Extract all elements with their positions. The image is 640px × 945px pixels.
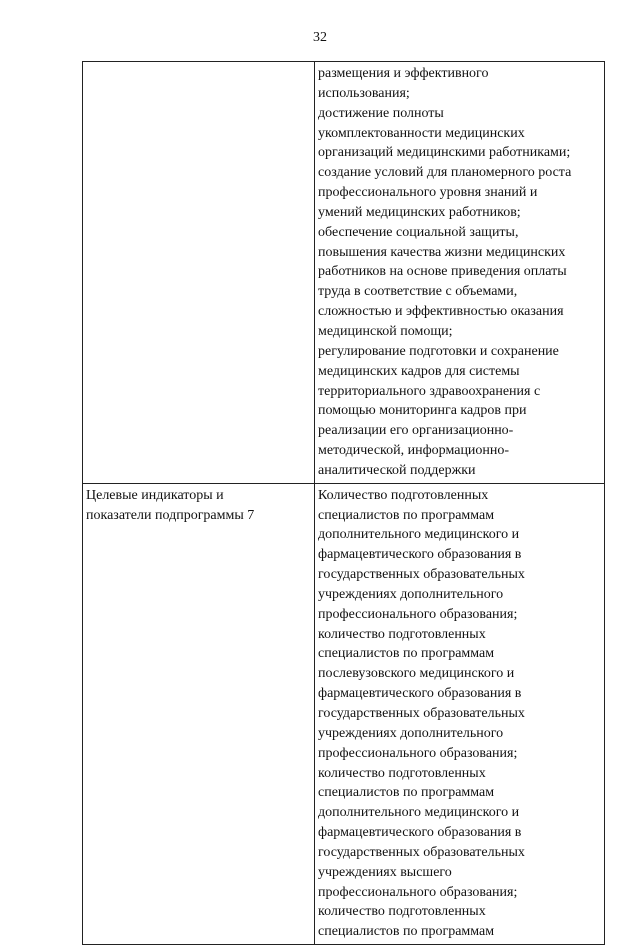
text-line: Количество подготовленных	[318, 487, 489, 503]
text-line: количество подготовленных	[318, 626, 486, 642]
text-line: профессионального образования;	[318, 745, 518, 761]
text-line: профессионального образования;	[318, 884, 518, 900]
text-line: медицинских кадров для системы	[318, 363, 520, 379]
text-line: учреждениях дополнительного	[318, 725, 504, 741]
text-line: труда в соответствие с объемами,	[318, 284, 518, 300]
text-line: государственных образовательных	[318, 844, 525, 860]
text-line: дополнительного медицинского и	[318, 527, 520, 543]
table-row	[83, 483, 605, 944]
text-line: помощью мониторинга кадров при	[318, 403, 527, 419]
label-cell	[83, 62, 315, 484]
text-line: работников на основе приведения оплаты	[318, 264, 567, 280]
text-line: умений медицинских работников;	[318, 204, 521, 220]
label-cell	[83, 483, 315, 944]
text-line: методической, информационно-	[318, 443, 510, 459]
text-line: государственных образовательных	[318, 706, 525, 721]
text-line: профессионального образования;	[318, 606, 518, 622]
text-line: использования;	[318, 85, 410, 101]
program-table	[82, 61, 605, 945]
text-line: профессионального уровня знаний и	[318, 185, 538, 201]
text-line: учреждениях дополнительного	[318, 586, 504, 602]
text-line: фармацевтического образования в	[318, 825, 522, 841]
text-line: территориального здравоохранения с	[318, 383, 541, 399]
text-line: обеспечение социальной защиты,	[318, 224, 519, 240]
text-line: аналитической поддержки	[318, 462, 476, 478]
text-line: реализации его организационно-	[318, 423, 514, 439]
text-line: специалистов по программам	[318, 924, 495, 940]
content-cell	[315, 483, 605, 944]
text-line: Целевые индикаторы и	[86, 487, 224, 503]
text-line: дополнительного медицинского и	[318, 805, 520, 821]
text-line: специалистов по программам	[318, 646, 495, 662]
text-line: размещения и эффективного	[318, 66, 489, 81]
text-line: количество подготовленных	[318, 765, 486, 781]
text-line: специалистов по программам	[318, 785, 495, 801]
text-line: специалистов по программам	[318, 507, 495, 523]
table-row	[83, 62, 605, 484]
text-line: фармацевтического образования в	[318, 686, 522, 702]
text-line: послевузовского медицинского и	[318, 666, 515, 682]
program-table-body	[83, 62, 605, 945]
text-line: достижение полноты	[318, 105, 444, 121]
text-line: государственных образовательных	[318, 567, 525, 583]
text-line: медицинской помощи;	[318, 323, 453, 339]
text-line: повышения качества жизни медицинских	[318, 244, 566, 260]
page-number: 32	[313, 30, 327, 45]
text-line: создание условий для планомерного роста	[318, 165, 572, 181]
text-line: регулирование подготовки и сохранение	[318, 343, 559, 359]
text-line: показатели подпрограммы 7	[86, 507, 255, 523]
text-line: организаций медицинскими работниками;	[318, 145, 571, 161]
text-line: учреждениях высшего	[318, 864, 452, 880]
content-cell	[315, 62, 605, 484]
text-line: сложностью и эффективностью оказания	[318, 304, 564, 320]
text-line: укомплектованности медицинских	[318, 125, 525, 141]
text-line: количество подготовленных	[318, 904, 486, 920]
text-line: фармацевтического образования в	[318, 547, 522, 563]
